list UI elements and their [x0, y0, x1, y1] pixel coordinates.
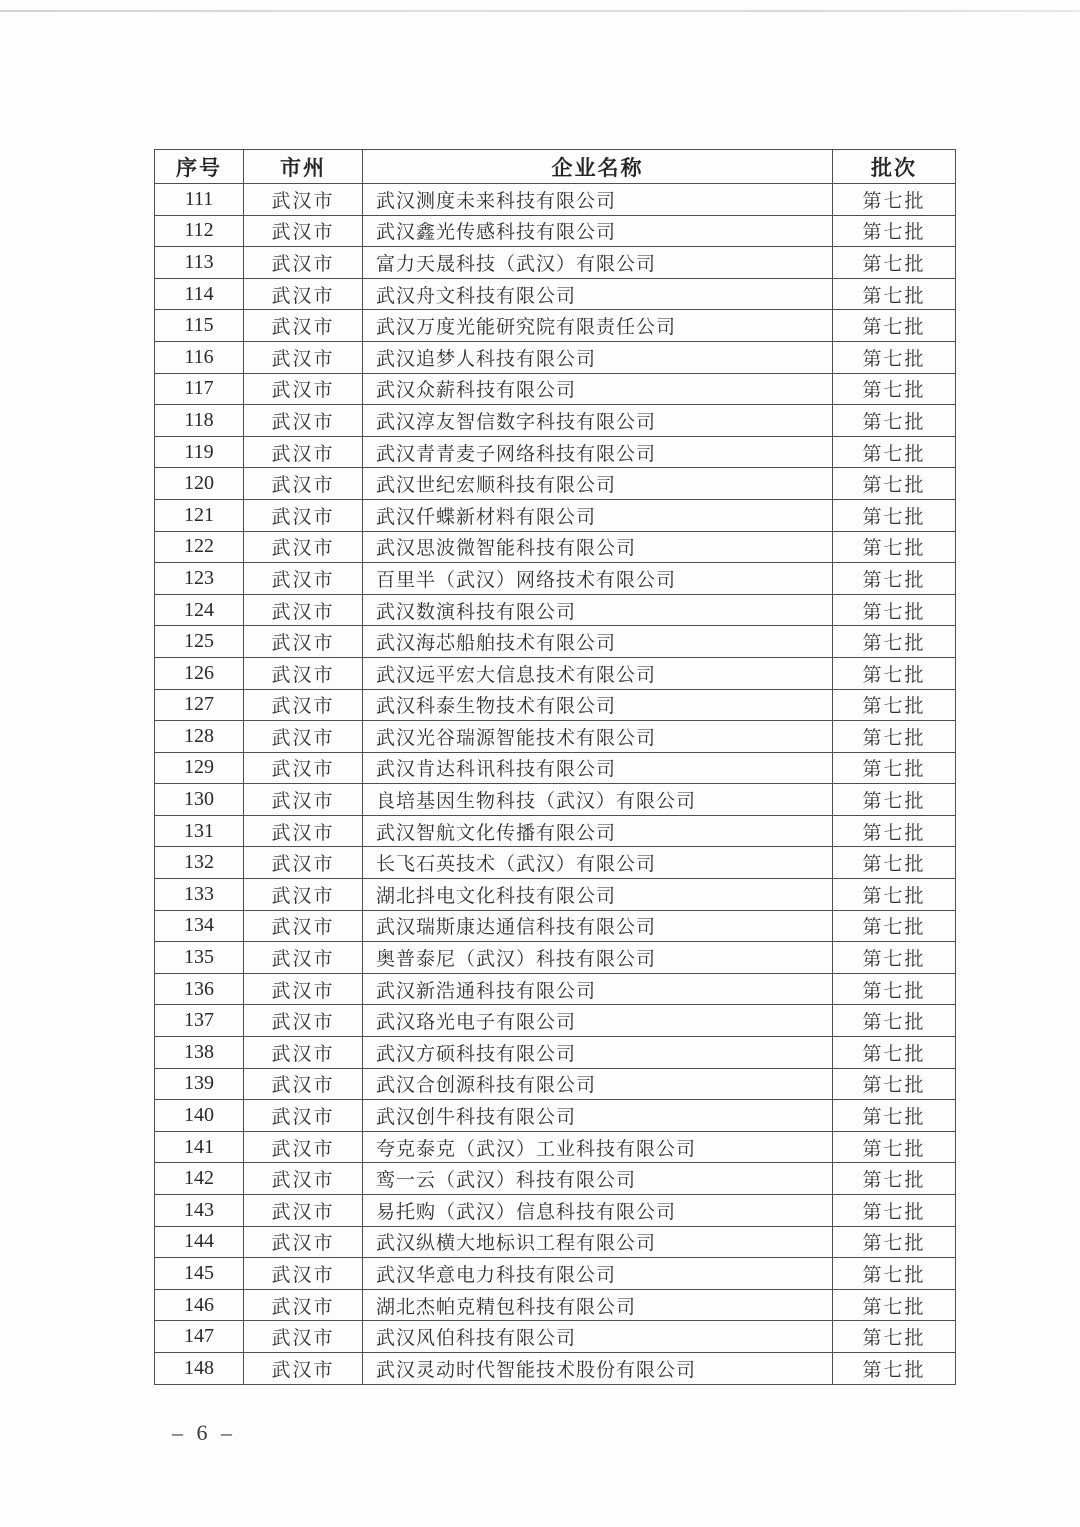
cell-batch: 第七批 — [833, 1100, 956, 1132]
table-row — [155, 278, 956, 310]
cell-company-name: 武汉数演科技有限公司 — [363, 594, 833, 626]
cell-city: 武汉市 — [244, 1068, 363, 1100]
cell-batch: 第七批 — [833, 1131, 956, 1163]
cell-serial-number: 125 — [155, 626, 244, 658]
cell-city: 武汉市 — [244, 815, 363, 847]
cell-company-name: 武汉海芯船舶技术有限公司 — [363, 626, 833, 658]
table-row — [155, 721, 956, 753]
table-row — [155, 879, 956, 911]
cell-city: 武汉市 — [244, 689, 363, 721]
cell-serial-number: 131 — [155, 815, 244, 847]
cell-batch: 第七批 — [833, 1037, 956, 1069]
scan-artifact-line — [0, 10, 1080, 12]
cell-serial-number: 136 — [155, 973, 244, 1005]
cell-city: 武汉市 — [244, 215, 363, 247]
cell-company-name: 武汉远平宏大信息技术有限公司 — [363, 657, 833, 689]
cell-serial-number: 116 — [155, 341, 244, 373]
cell-company-name: 易托购（武汉）信息科技有限公司 — [363, 1195, 833, 1227]
cell-company-name: 武汉华意电力科技有限公司 — [363, 1258, 833, 1290]
cell-batch: 第七批 — [833, 1258, 956, 1290]
cell-serial-number: 148 — [155, 1352, 244, 1384]
table-row — [155, 910, 956, 942]
cell-company-name: 武汉合创源科技有限公司 — [363, 1068, 833, 1100]
cell-serial-number: 118 — [155, 405, 244, 437]
cell-company-name: 武汉鑫光传感科技有限公司 — [363, 215, 833, 247]
table-row — [155, 1195, 956, 1227]
cell-city: 武汉市 — [244, 1289, 363, 1321]
cell-city: 武汉市 — [244, 847, 363, 879]
column-header-city: 市州 — [244, 150, 363, 184]
cell-serial-number: 144 — [155, 1226, 244, 1258]
table-row — [155, 247, 956, 279]
cell-company-name: 武汉世纪宏顺科技有限公司 — [363, 468, 833, 500]
cell-batch: 第七批 — [833, 468, 956, 500]
table-row — [155, 626, 956, 658]
cell-company-name: 武汉淳友智信数字科技有限公司 — [363, 405, 833, 437]
cell-city: 武汉市 — [244, 1037, 363, 1069]
cell-city: 武汉市 — [244, 405, 363, 437]
cell-batch: 第七批 — [833, 405, 956, 437]
cell-city: 武汉市 — [244, 879, 363, 911]
cell-serial-number: 141 — [155, 1131, 244, 1163]
table-row — [155, 1131, 956, 1163]
cell-city: 武汉市 — [244, 499, 363, 531]
cell-company-name: 武汉方硕科技有限公司 — [363, 1037, 833, 1069]
cell-serial-number: 145 — [155, 1258, 244, 1290]
company-table — [154, 149, 956, 1385]
cell-batch: 第七批 — [833, 341, 956, 373]
cell-company-name: 富力天晟科技（武汉）有限公司 — [363, 247, 833, 279]
cell-city: 武汉市 — [244, 973, 363, 1005]
cell-serial-number: 112 — [155, 215, 244, 247]
cell-city: 武汉市 — [244, 1258, 363, 1290]
cell-city: 武汉市 — [244, 531, 363, 563]
cell-company-name: 武汉智航文化传播有限公司 — [363, 815, 833, 847]
table-row — [155, 1068, 956, 1100]
cell-batch: 第七批 — [833, 247, 956, 279]
column-header-serial-number: 序号 — [155, 150, 244, 184]
page-number: – 6 – — [172, 1420, 236, 1445]
table-body — [155, 184, 956, 1385]
cell-company-name: 百里半（武汉）网络技术有限公司 — [363, 563, 833, 595]
cell-batch: 第七批 — [833, 879, 956, 911]
table-row — [155, 1289, 956, 1321]
cell-serial-number: 117 — [155, 373, 244, 405]
cell-serial-number: 126 — [155, 657, 244, 689]
cell-serial-number: 139 — [155, 1068, 244, 1100]
cell-serial-number: 130 — [155, 784, 244, 816]
cell-company-name: 武汉追梦人科技有限公司 — [363, 341, 833, 373]
cell-serial-number: 111 — [155, 184, 244, 216]
cell-city: 武汉市 — [244, 1352, 363, 1384]
cell-city: 武汉市 — [244, 1131, 363, 1163]
cell-city: 武汉市 — [244, 247, 363, 279]
table-row — [155, 468, 956, 500]
cell-company-name: 武汉瑞斯康达通信科技有限公司 — [363, 910, 833, 942]
cell-batch: 第七批 — [833, 436, 956, 468]
table-row — [155, 1100, 956, 1132]
cell-company-name: 武汉灵动时代智能技术股份有限公司 — [363, 1352, 833, 1384]
cell-company-name: 夸克泰克（武汉）工业科技有限公司 — [363, 1131, 833, 1163]
cell-batch: 第七批 — [833, 499, 956, 531]
cell-city: 武汉市 — [244, 1163, 363, 1195]
cell-batch: 第七批 — [833, 1005, 956, 1037]
table-header-row — [155, 150, 956, 184]
cell-batch: 第七批 — [833, 752, 956, 784]
table-row — [155, 310, 956, 342]
cell-company-name: 良培基因生物科技（武汉）有限公司 — [363, 784, 833, 816]
cell-batch: 第七批 — [833, 215, 956, 247]
table-row — [155, 594, 956, 626]
table-row — [155, 657, 956, 689]
cell-company-name: 鸾一云（武汉）科技有限公司 — [363, 1163, 833, 1195]
cell-company-name: 武汉舟文科技有限公司 — [363, 278, 833, 310]
table-row — [155, 1163, 956, 1195]
table-row — [155, 405, 956, 437]
cell-serial-number: 114 — [155, 278, 244, 310]
table-row — [155, 1352, 956, 1384]
cell-serial-number: 123 — [155, 563, 244, 595]
cell-city: 武汉市 — [244, 657, 363, 689]
table-row — [155, 499, 956, 531]
cell-serial-number: 124 — [155, 594, 244, 626]
cell-company-name: 武汉纵横大地标识工程有限公司 — [363, 1226, 833, 1258]
cell-serial-number: 115 — [155, 310, 244, 342]
cell-company-name: 长飞石英技术（武汉）有限公司 — [363, 847, 833, 879]
cell-company-name: 武汉珞光电子有限公司 — [363, 1005, 833, 1037]
table-row — [155, 1005, 956, 1037]
cell-company-name: 武汉仟蝶新材料有限公司 — [363, 499, 833, 531]
cell-serial-number: 134 — [155, 910, 244, 942]
cell-company-name: 武汉众薪科技有限公司 — [363, 373, 833, 405]
cell-city: 武汉市 — [244, 721, 363, 753]
cell-city: 武汉市 — [244, 184, 363, 216]
cell-city: 武汉市 — [244, 1005, 363, 1037]
cell-batch: 第七批 — [833, 373, 956, 405]
table-row — [155, 752, 956, 784]
cell-city: 武汉市 — [244, 310, 363, 342]
cell-company-name: 武汉科泰生物技术有限公司 — [363, 689, 833, 721]
cell-company-name: 湖北杰帕克精包科技有限公司 — [363, 1289, 833, 1321]
cell-city: 武汉市 — [244, 1195, 363, 1227]
cell-city: 武汉市 — [244, 784, 363, 816]
cell-serial-number: 142 — [155, 1163, 244, 1195]
table-row — [155, 373, 956, 405]
cell-serial-number: 113 — [155, 247, 244, 279]
cell-city: 武汉市 — [244, 436, 363, 468]
cell-serial-number: 147 — [155, 1321, 244, 1353]
cell-serial-number: 119 — [155, 436, 244, 468]
cell-batch: 第七批 — [833, 1068, 956, 1100]
cell-city: 武汉市 — [244, 341, 363, 373]
table-row — [155, 973, 956, 1005]
cell-batch: 第七批 — [833, 1321, 956, 1353]
table-row — [155, 1321, 956, 1353]
column-header-batch: 批次 — [833, 150, 956, 184]
cell-city: 武汉市 — [244, 468, 363, 500]
cell-batch: 第七批 — [833, 1163, 956, 1195]
cell-city: 武汉市 — [244, 942, 363, 974]
cell-city: 武汉市 — [244, 1226, 363, 1258]
cell-batch: 第七批 — [833, 973, 956, 1005]
table-row — [155, 563, 956, 595]
table-row — [155, 1258, 956, 1290]
cell-company-name: 奥普泰尼（武汉）科技有限公司 — [363, 942, 833, 974]
cell-batch: 第七批 — [833, 1226, 956, 1258]
cell-batch: 第七批 — [833, 657, 956, 689]
cell-batch: 第七批 — [833, 721, 956, 753]
cell-serial-number: 135 — [155, 942, 244, 974]
cell-batch: 第七批 — [833, 942, 956, 974]
cell-city: 武汉市 — [244, 563, 363, 595]
table-row — [155, 436, 956, 468]
table-row — [155, 1037, 956, 1069]
cell-batch: 第七批 — [833, 563, 956, 595]
cell-serial-number: 122 — [155, 531, 244, 563]
cell-batch: 第七批 — [833, 815, 956, 847]
cell-serial-number: 132 — [155, 847, 244, 879]
cell-city: 武汉市 — [244, 626, 363, 658]
cell-company-name: 武汉思波微智能科技有限公司 — [363, 531, 833, 563]
cell-batch: 第七批 — [833, 1195, 956, 1227]
cell-batch: 第七批 — [833, 910, 956, 942]
cell-batch: 第七批 — [833, 310, 956, 342]
table-row — [155, 942, 956, 974]
cell-batch: 第七批 — [833, 784, 956, 816]
cell-batch: 第七批 — [833, 626, 956, 658]
cell-serial-number: 133 — [155, 879, 244, 911]
cell-batch: 第七批 — [833, 184, 956, 216]
cell-city: 武汉市 — [244, 752, 363, 784]
cell-company-name: 武汉肯达科讯科技有限公司 — [363, 752, 833, 784]
cell-serial-number: 120 — [155, 468, 244, 500]
table-row — [155, 784, 956, 816]
cell-city: 武汉市 — [244, 910, 363, 942]
table-row — [155, 815, 956, 847]
cell-city: 武汉市 — [244, 373, 363, 405]
cell-serial-number: 137 — [155, 1005, 244, 1037]
cell-serial-number: 127 — [155, 689, 244, 721]
cell-city: 武汉市 — [244, 1100, 363, 1132]
cell-company-name: 武汉光谷瑞源智能技术有限公司 — [363, 721, 833, 753]
cell-city: 武汉市 — [244, 594, 363, 626]
cell-company-name: 武汉创牛科技有限公司 — [363, 1100, 833, 1132]
table-row — [155, 341, 956, 373]
cell-serial-number: 128 — [155, 721, 244, 753]
table-row — [155, 847, 956, 879]
cell-serial-number: 138 — [155, 1037, 244, 1069]
cell-company-name: 武汉风伯科技有限公司 — [363, 1321, 833, 1353]
cell-city: 武汉市 — [244, 1321, 363, 1353]
cell-batch: 第七批 — [833, 1352, 956, 1384]
cell-batch: 第七批 — [833, 594, 956, 626]
cell-batch: 第七批 — [833, 278, 956, 310]
column-header-company-name: 企业名称 — [363, 150, 833, 184]
cell-serial-number: 129 — [155, 752, 244, 784]
cell-batch: 第七批 — [833, 1289, 956, 1321]
table-row — [155, 215, 956, 247]
cell-serial-number: 140 — [155, 1100, 244, 1132]
cell-city: 武汉市 — [244, 278, 363, 310]
table-row — [155, 1226, 956, 1258]
cell-serial-number: 121 — [155, 499, 244, 531]
cell-serial-number: 143 — [155, 1195, 244, 1227]
cell-company-name: 武汉青青麦子网络科技有限公司 — [363, 436, 833, 468]
table-row — [155, 689, 956, 721]
cell-company-name: 武汉万度光能研究院有限责任公司 — [363, 310, 833, 342]
cell-serial-number: 146 — [155, 1289, 244, 1321]
table-row — [155, 184, 956, 216]
cell-company-name: 湖北抖电文化科技有限公司 — [363, 879, 833, 911]
cell-batch: 第七批 — [833, 847, 956, 879]
cell-company-name: 武汉测度未来科技有限公司 — [363, 184, 833, 216]
table-row — [155, 531, 956, 563]
cell-batch: 第七批 — [833, 689, 956, 721]
cell-company-name: 武汉新浩通科技有限公司 — [363, 973, 833, 1005]
cell-batch: 第七批 — [833, 531, 956, 563]
